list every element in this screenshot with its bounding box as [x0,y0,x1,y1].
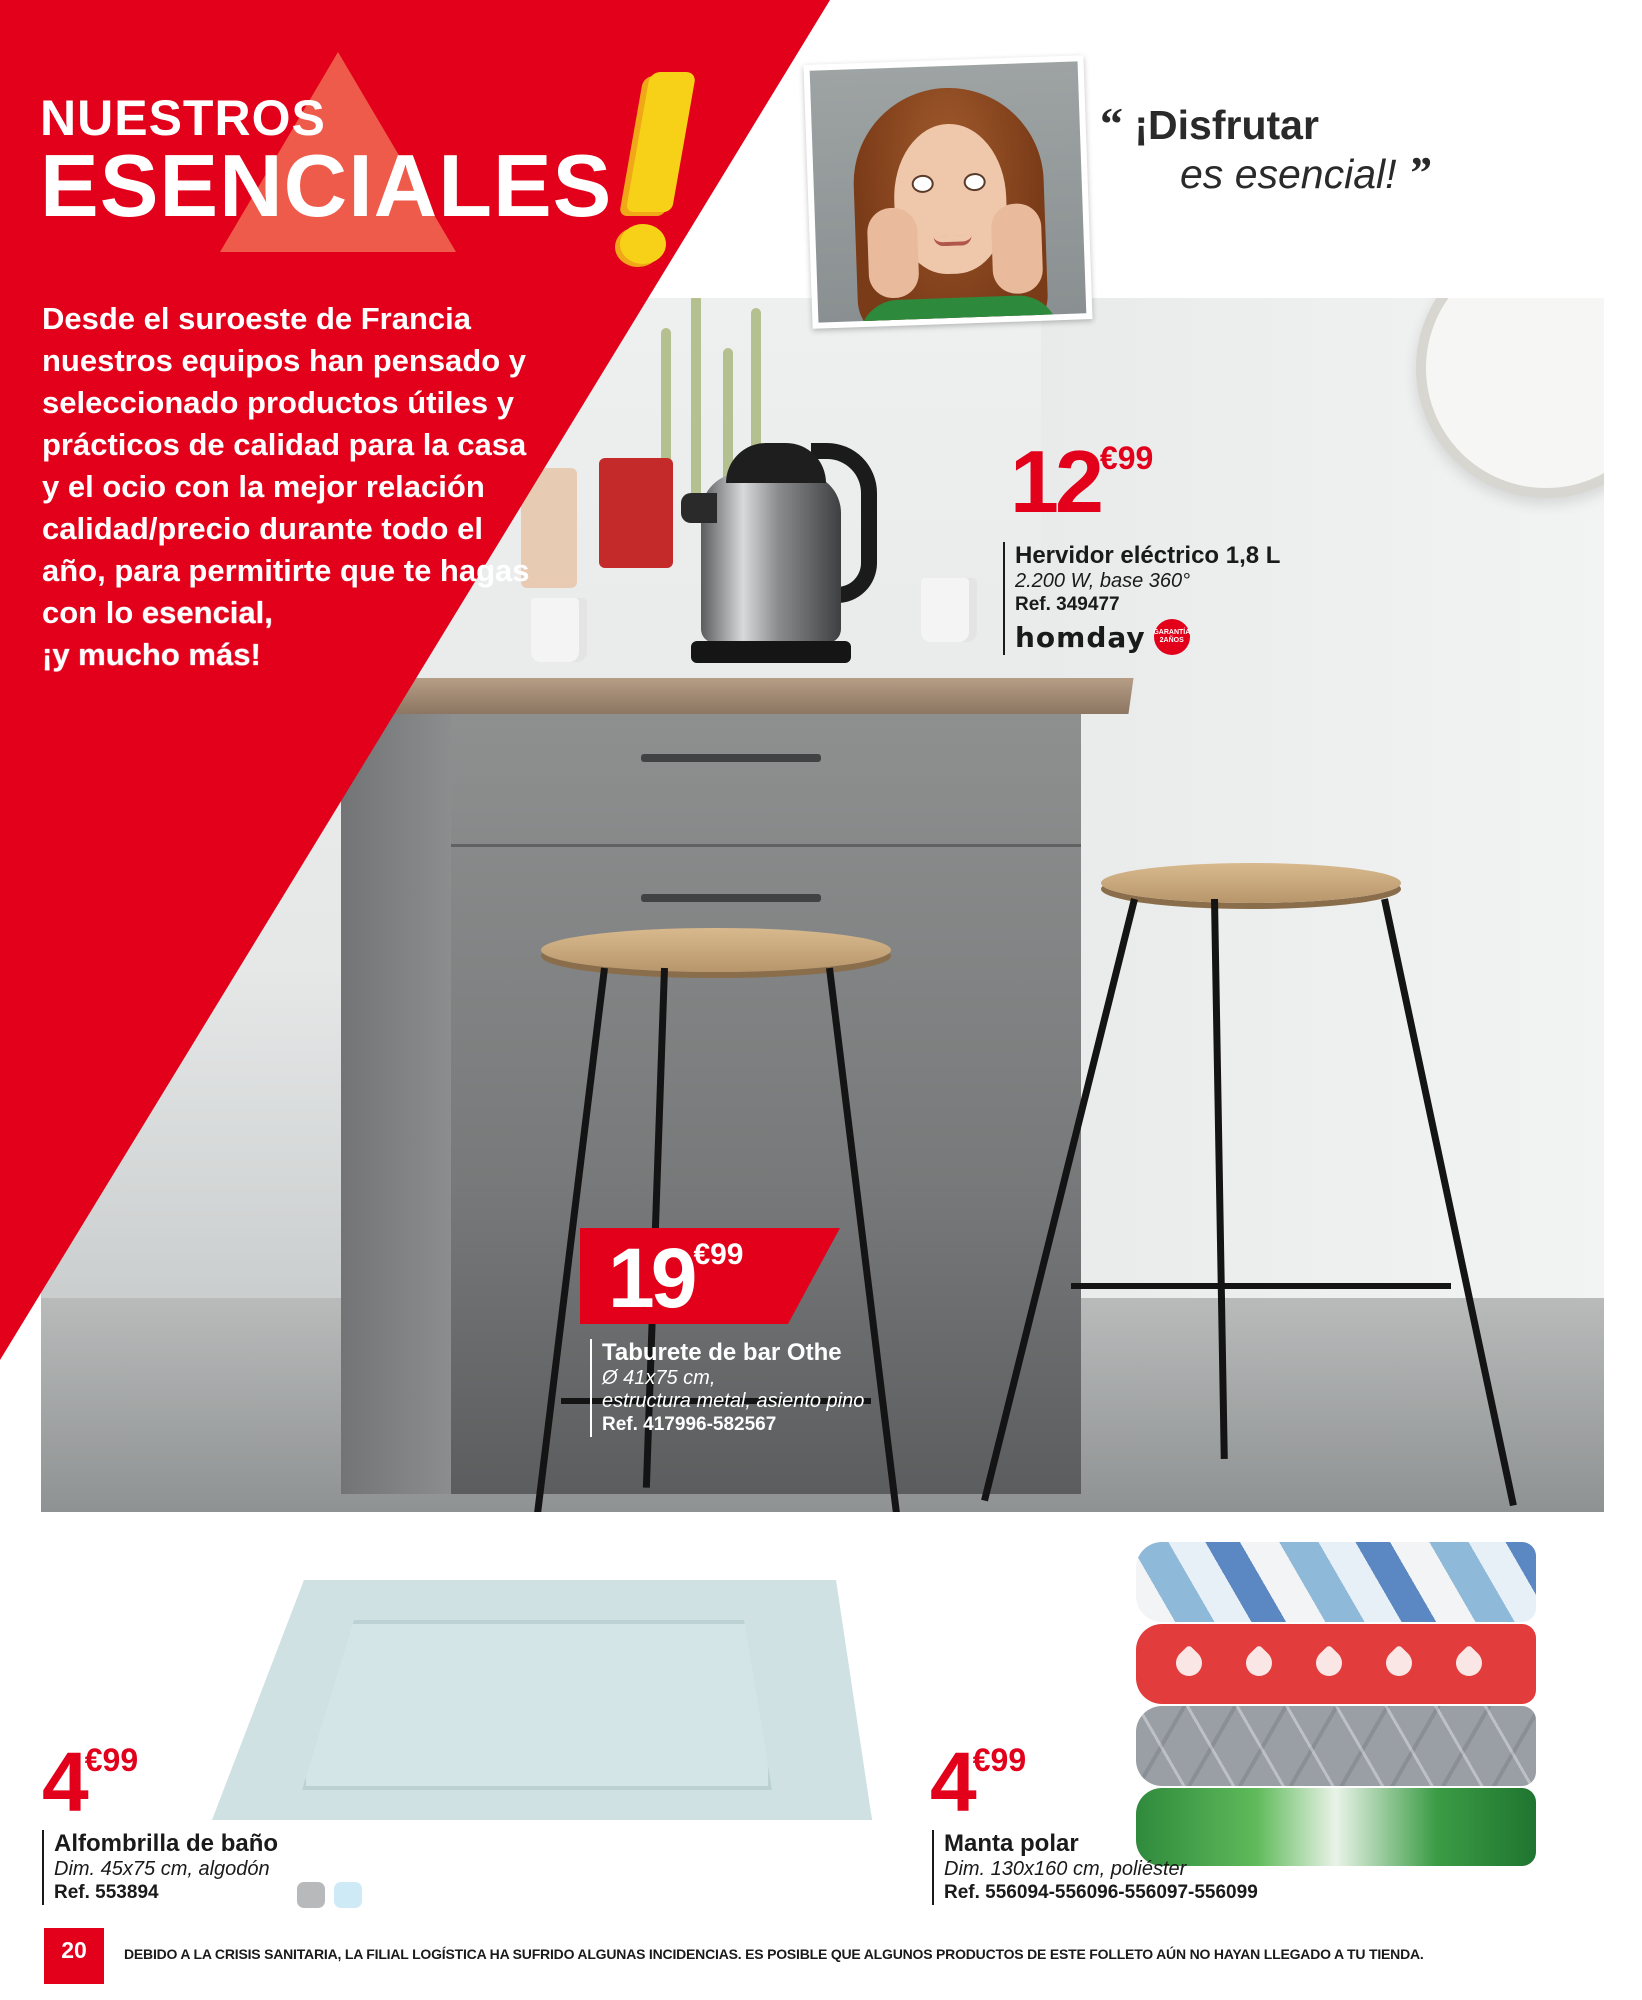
stool-price-dec: €99 [693,1238,744,1271]
red-canister [599,458,673,568]
intro-bold-1: esencial, [141,595,273,630]
intro-paragraph [42,298,542,676]
blanket-price [930,1735,1027,1829]
bathmat-spec: Dim. 45x75 cm, algodón [54,1858,270,1880]
homday-logo: homday [1015,620,1146,654]
fleece-blankets-image [1136,1542,1548,1866]
stool-info [590,1339,864,1437]
quote-close-mark: ” [1407,147,1431,198]
mug-decoration [921,578,977,642]
bathmat-price-dec: €99 [84,1742,139,1778]
counter-top [368,678,1133,714]
blanket-ref: Ref. 556094-556096-556097-556099 [944,1882,1258,1903]
color-swatch-light-blue[interactable] [334,1882,362,1908]
stool-price [608,1231,744,1325]
woman-portrait-photo [803,55,1092,329]
kettle-info [1003,542,1280,655]
blanket-spec: Dim. 130x160 cm, poliéster [944,1858,1187,1880]
homday-brand [1015,619,1190,655]
stool-image-back [1091,863,1531,1512]
bathmat-info [42,1830,278,1905]
intro-bold-2: ¡y mucho más! [42,637,261,672]
headline-line-1: NUESTROS [40,90,326,146]
quote-line-2: es esencial! [1180,151,1397,197]
blanket-info [932,1830,1258,1905]
color-swatch-grey[interactable] [297,1882,325,1908]
headline [40,90,613,235]
kettle-ref: Ref. 349477 [1015,594,1120,615]
kettle-image [681,423,881,673]
page-number: 20 [44,1928,104,1984]
stool-ref: Ref. 417996-582567 [602,1414,777,1435]
quote-line-1: ¡Disfrutar [1134,102,1319,148]
kettle-spec: 2.200 W, base 360° [1015,570,1191,592]
bath-mat-image [212,1580,872,1820]
bathmat-price-int: 4 [42,1735,85,1829]
quote [1100,100,1520,198]
warranty-badge: GARANTÍA 2AÑOS [1154,619,1190,655]
stool-name: Taburete de bar Othe [602,1339,842,1366]
bathmat-name: Alfombrilla de baño [54,1830,279,1857]
blanket-price-dec: €99 [972,1742,1027,1778]
bathmat-price [42,1735,139,1829]
kettle-price [1010,432,1154,531]
stool-spec-1: Ø 41x75 cm, [602,1367,716,1389]
kettle-price-dec: €99 [1099,440,1154,476]
kettle-price-int: 12 [1010,432,1100,531]
stool-price-int: 19 [608,1231,694,1325]
intro-text: Desde el suroeste de Francia nuestros equipos han pensado y seleccionado productos útiles y prácticos de calidad para la casa y el ocio con la mejor relación calidad/precio durante todo el año, para permitirte que te hagas con lo [42,301,530,630]
stool-spec-2: estructura metal, asiento pino [602,1390,865,1412]
disclaimer-text: DEBIDO A LA CRISIS SANITARIA, LA FILIAL LOGÍSTICA HA SUFRIDO ALGUNAS INCIDENCIAS. ES POSIBLE QUE ALGUNOS PRODUCTOS DE ESTE FOLLETO AÚN NO HAYAN LLEGADO A TU TIENDA. [124,1946,1424,1962]
exclamation-icon [620,72,690,272]
blanket-name: Manta polar [944,1830,1079,1857]
quote-open-mark: “ [1100,98,1123,149]
bathmat-ref: Ref. 553894 [54,1882,159,1903]
headline-line-2: ESENCIALES [40,136,613,235]
blanket-price-int: 4 [930,1735,973,1829]
kettle-name: Hervidor eléctrico 1,8 L [1015,542,1281,569]
